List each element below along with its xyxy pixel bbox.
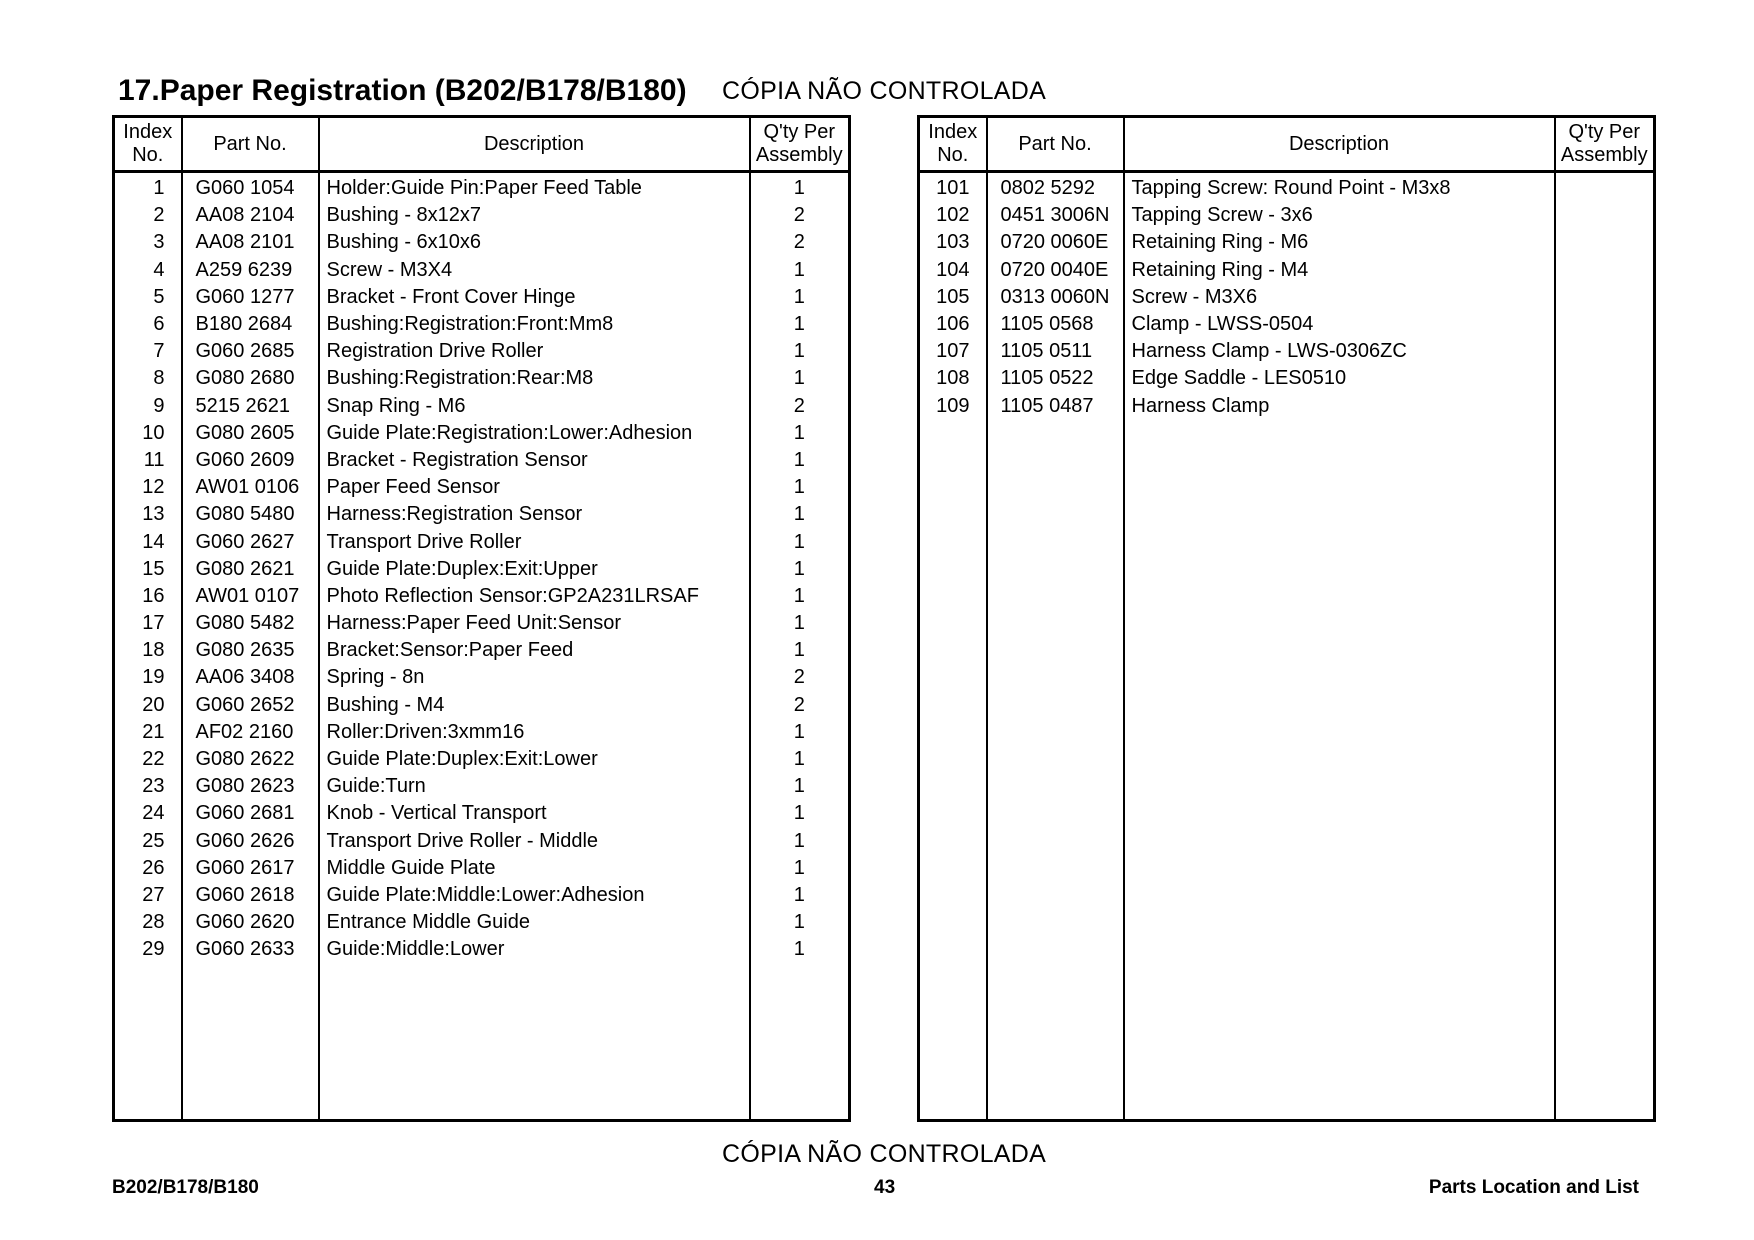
table-row (919, 229, 1655, 256)
cell-index: 101 (919, 172, 987, 203)
cell-qty: 1 (750, 719, 850, 746)
table-row (114, 692, 850, 719)
cell-description: Guide Plate:Duplex:Exit:Lower (319, 746, 750, 773)
table-row (919, 393, 1655, 420)
column-header-part-no: Part No. (182, 117, 319, 172)
cell-index: 25 (114, 828, 182, 855)
cell-qty: 2 (750, 664, 850, 691)
cell-index: 24 (114, 800, 182, 827)
table-row (114, 746, 850, 773)
cell-qty: 1 (750, 909, 850, 936)
table-row (114, 311, 850, 338)
table-row (114, 338, 850, 365)
cell-description: Roller:Driven:3xmm16 (319, 719, 750, 746)
cell-index: 21 (114, 719, 182, 746)
cell-description: Screw - M3X6 (1124, 284, 1555, 311)
cell-description: Retaining Ring - M4 (1124, 257, 1555, 284)
table-row (114, 773, 850, 800)
cell-part-no: G080 5480 (182, 501, 319, 528)
cell-index: 9 (114, 393, 182, 420)
cell-qty (1555, 229, 1655, 256)
cell-qty: 1 (750, 746, 850, 773)
cell-description: Bracket - Registration Sensor (319, 447, 750, 474)
cell-qty (1555, 257, 1655, 284)
table-header-row (114, 117, 850, 172)
cell-part-no: G080 2622 (182, 746, 319, 773)
cell-description: Bushing - M4 (319, 692, 750, 719)
cell-part-no: G060 2620 (182, 909, 319, 936)
cell-qty: 1 (750, 284, 850, 311)
cell-index: 6 (114, 311, 182, 338)
table-row (114, 229, 850, 256)
cell-description: Snap Ring - M6 (319, 393, 750, 420)
table-row (919, 172, 1655, 203)
cell-index: 103 (919, 229, 987, 256)
cell-part-no: AF02 2160 (182, 719, 319, 746)
table-row (114, 556, 850, 583)
cell-index: 4 (114, 257, 182, 284)
cell-index: 102 (919, 202, 987, 229)
cell-index: 19 (114, 664, 182, 691)
table-row (919, 257, 1655, 284)
cell-description: Guide:Turn (319, 773, 750, 800)
table-row (114, 284, 850, 311)
table-row (114, 365, 850, 392)
cell-qty: 1 (750, 800, 850, 827)
table-row (919, 202, 1655, 229)
cell-description: Tapping Screw: Round Point - M3x8 (1124, 172, 1555, 203)
cell-qty (1555, 311, 1655, 338)
cell-description: Guide:Middle:Lower (319, 936, 750, 963)
cell-index: 27 (114, 882, 182, 909)
cell-description: Knob - Vertical Transport (319, 800, 750, 827)
empty-cell (987, 420, 1124, 1121)
cell-description: Bushing:Registration:Rear:M8 (319, 365, 750, 392)
cell-part-no: 1105 0568 (987, 311, 1124, 338)
table-row (114, 583, 850, 610)
cell-part-no: G080 5482 (182, 610, 319, 637)
cell-description: Photo Reflection Sensor:GP2A231LRSAF (319, 583, 750, 610)
cell-part-no: B180 2684 (182, 311, 319, 338)
column-header-description: Description (1124, 117, 1555, 172)
column-header-index: Index No. (114, 117, 182, 172)
cell-part-no: 0720 0040E (987, 257, 1124, 284)
cell-qty (1555, 365, 1655, 392)
table-row (114, 800, 850, 827)
cell-index: 20 (114, 692, 182, 719)
cell-part-no: 0802 5292 (987, 172, 1124, 203)
cell-part-no: AW01 0106 (182, 474, 319, 501)
table-row (114, 909, 850, 936)
table-row (114, 474, 850, 501)
cell-part-no: AA06 3408 (182, 664, 319, 691)
cell-qty: 1 (750, 257, 850, 284)
cell-index: 10 (114, 420, 182, 447)
cell-qty: 1 (750, 556, 850, 583)
cell-part-no: G060 2609 (182, 447, 319, 474)
cell-description: Bracket - Front Cover Hinge (319, 284, 750, 311)
cell-part-no: G080 2605 (182, 420, 319, 447)
table-row (114, 936, 850, 963)
cell-description: Harness:Registration Sensor (319, 501, 750, 528)
cell-qty (1555, 338, 1655, 365)
cell-description: Bushing - 8x12x7 (319, 202, 750, 229)
cell-index: 18 (114, 637, 182, 664)
cell-index: 5 (114, 284, 182, 311)
cell-description: Harness:Paper Feed Unit:Sensor (319, 610, 750, 637)
page-title: 17.Paper Registration (B202/B178/B180) (118, 74, 687, 107)
cell-index: 17 (114, 610, 182, 637)
cell-qty (1555, 202, 1655, 229)
cell-qty: 1 (750, 338, 850, 365)
table-row (114, 202, 850, 229)
cell-part-no: 1105 0522 (987, 365, 1124, 392)
table-row (114, 420, 850, 447)
table-row (114, 610, 850, 637)
table-row (114, 447, 850, 474)
cell-qty: 2 (750, 229, 850, 256)
cell-qty: 1 (750, 447, 850, 474)
cell-part-no: 0720 0060E (987, 229, 1124, 256)
cell-qty: 1 (750, 311, 850, 338)
cell-index: 29 (114, 936, 182, 963)
cell-description: Retaining Ring - M6 (1124, 229, 1555, 256)
cell-index: 3 (114, 229, 182, 256)
cell-qty: 1 (750, 637, 850, 664)
cell-description: Registration Drive Roller (319, 338, 750, 365)
empty-cell (319, 963, 750, 1120)
cell-description: Guide Plate:Duplex:Exit:Upper (319, 556, 750, 583)
cell-index: 109 (919, 393, 987, 420)
empty-cell (1555, 420, 1655, 1121)
cell-index: 15 (114, 556, 182, 583)
table-row (114, 637, 850, 664)
cell-index: 106 (919, 311, 987, 338)
table-row (114, 719, 850, 746)
cell-part-no: 5215 2621 (182, 393, 319, 420)
cell-qty: 2 (750, 692, 850, 719)
watermark-bottom: CÓPIA NÃO CONTROLADA (722, 1140, 1047, 1168)
cell-part-no: G080 2635 (182, 637, 319, 664)
cell-description: Paper Feed Sensor (319, 474, 750, 501)
cell-description: Tapping Screw - 3x6 (1124, 202, 1555, 229)
cell-description: Harness Clamp (1124, 393, 1555, 420)
cell-index: 105 (919, 284, 987, 311)
cell-qty (1555, 284, 1655, 311)
empty-cell (114, 963, 182, 1120)
cell-description: Spring - 8n (319, 664, 750, 691)
cell-description: Clamp - LWSS-0504 (1124, 311, 1555, 338)
cell-part-no: AA08 2104 (182, 202, 319, 229)
table-row (919, 311, 1655, 338)
cell-part-no: AA08 2101 (182, 229, 319, 256)
cell-qty: 2 (750, 393, 850, 420)
cell-index: 7 (114, 338, 182, 365)
cell-index: 23 (114, 773, 182, 800)
cell-index: 13 (114, 501, 182, 528)
cell-qty: 1 (750, 610, 850, 637)
cell-qty: 1 (750, 583, 850, 610)
column-header-index: Index No. (919, 117, 987, 172)
cell-part-no: 0451 3006N (987, 202, 1124, 229)
table-row (919, 365, 1655, 392)
cell-part-no: A259 6239 (182, 257, 319, 284)
table-row (114, 257, 850, 284)
cell-description: Middle Guide Plate (319, 855, 750, 882)
cell-index: 104 (919, 257, 987, 284)
table-row (114, 664, 850, 691)
cell-index: 16 (114, 583, 182, 610)
table-row (919, 338, 1655, 365)
cell-description: Holder:Guide Pin:Paper Feed Table (319, 172, 750, 203)
cell-qty: 1 (750, 773, 850, 800)
parts-table-right (917, 115, 1656, 1122)
cell-qty: 1 (750, 474, 850, 501)
cell-part-no: G060 2618 (182, 882, 319, 909)
cell-part-no: G080 2621 (182, 556, 319, 583)
table-row (114, 393, 850, 420)
cell-part-no: G060 1277 (182, 284, 319, 311)
cell-qty: 1 (750, 420, 850, 447)
cell-description: Transport Drive Roller (319, 528, 750, 555)
cell-description: Transport Drive Roller - Middle (319, 828, 750, 855)
cell-qty: 1 (750, 365, 850, 392)
cell-part-no: 0313 0060N (987, 284, 1124, 311)
cell-description: Screw - M3X4 (319, 257, 750, 284)
column-header-description: Description (319, 117, 750, 172)
cell-qty: 1 (750, 172, 850, 203)
cell-description: Entrance Middle Guide (319, 909, 750, 936)
cell-qty: 1 (750, 855, 850, 882)
cell-part-no: 1105 0487 (987, 393, 1124, 420)
cell-part-no: G060 2633 (182, 936, 319, 963)
table-row (114, 855, 850, 882)
footer-page-number: 43 (874, 1177, 896, 1198)
cell-part-no: G060 2626 (182, 828, 319, 855)
cell-part-no: G060 2681 (182, 800, 319, 827)
cell-description: Edge Saddle - LES0510 (1124, 365, 1555, 392)
cell-part-no: G060 2627 (182, 528, 319, 555)
column-header-qty: Q'ty Per Assembly (1555, 117, 1655, 172)
table-filler-row (114, 963, 850, 1120)
table-row (919, 284, 1655, 311)
cell-description: Harness Clamp - LWS-0306ZC (1124, 338, 1555, 365)
cell-description: Guide Plate:Registration:Lower:Adhesion (319, 420, 750, 447)
cell-description: Bushing:Registration:Front:Mm8 (319, 311, 750, 338)
table-row (114, 528, 850, 555)
cell-part-no: AW01 0107 (182, 583, 319, 610)
cell-part-no: G080 2680 (182, 365, 319, 392)
table-filler-row (919, 420, 1655, 1121)
cell-part-no: G060 1054 (182, 172, 319, 203)
cell-index: 8 (114, 365, 182, 392)
cell-part-no: 1105 0511 (987, 338, 1124, 365)
footer-model: B202/B178/B180 (112, 1177, 259, 1198)
column-header-part-no: Part No. (987, 117, 1124, 172)
cell-index: 1 (114, 172, 182, 203)
parts-table-left (112, 115, 851, 1122)
cell-part-no: G080 2623 (182, 773, 319, 800)
table-row (114, 828, 850, 855)
table-row (114, 882, 850, 909)
cell-index: 108 (919, 365, 987, 392)
cell-qty: 1 (750, 501, 850, 528)
cell-qty: 1 (750, 936, 850, 963)
cell-part-no: G060 2685 (182, 338, 319, 365)
cell-qty: 1 (750, 828, 850, 855)
cell-description: Guide Plate:Middle:Lower:Adhesion (319, 882, 750, 909)
cell-qty: 1 (750, 528, 850, 555)
cell-index: 22 (114, 746, 182, 773)
cell-part-no: G060 2652 (182, 692, 319, 719)
watermark-top: CÓPIA NÃO CONTROLADA (722, 77, 1047, 105)
cell-description: Bracket:Sensor:Paper Feed (319, 637, 750, 664)
table-header-row (919, 117, 1655, 172)
cell-index: 2 (114, 202, 182, 229)
cell-qty: 1 (750, 882, 850, 909)
cell-index: 28 (114, 909, 182, 936)
empty-cell (919, 420, 987, 1121)
column-header-qty: Q'ty Per Assembly (750, 117, 850, 172)
cell-index: 12 (114, 474, 182, 501)
cell-index: 14 (114, 528, 182, 555)
footer-section-title: Parts Location and List (1428, 1177, 1639, 1198)
table-row (114, 501, 850, 528)
cell-index: 11 (114, 447, 182, 474)
cell-qty: 2 (750, 202, 850, 229)
table-row (114, 172, 850, 203)
cell-qty (1555, 393, 1655, 420)
empty-cell (750, 963, 850, 1120)
empty-cell (1124, 420, 1555, 1121)
cell-index: 26 (114, 855, 182, 882)
cell-description: Bushing - 6x10x6 (319, 229, 750, 256)
empty-cell (182, 963, 319, 1120)
cell-index: 107 (919, 338, 987, 365)
cell-part-no: G060 2617 (182, 855, 319, 882)
cell-qty (1555, 172, 1655, 203)
